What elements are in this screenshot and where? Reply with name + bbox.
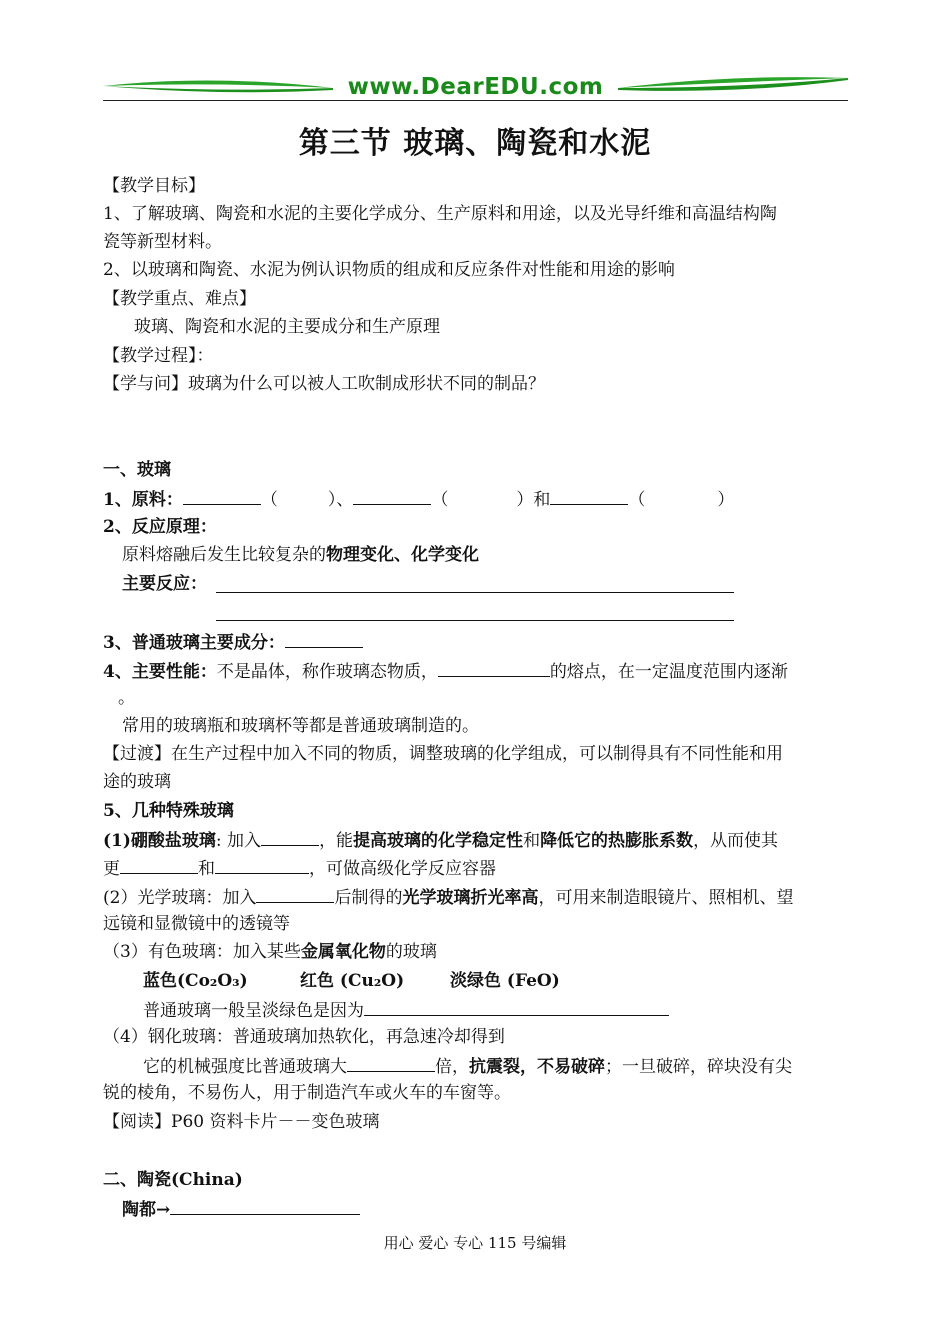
colored-t1: （3）有色玻璃：加入某些 xyxy=(103,942,301,962)
blank-raw-3[interactable] xyxy=(550,486,628,505)
main-reaction-label: 主要反应： xyxy=(122,574,207,594)
blank-borosilicate-2[interactable] xyxy=(120,855,198,874)
color-blue: 蓝色(Co₂O₃) xyxy=(143,971,248,991)
header-divider xyxy=(103,100,848,101)
paren-open-2: （ xyxy=(431,490,449,510)
borosilicate-line-b xyxy=(103,855,496,881)
keypoints-heading: 【教学重点、难点】 xyxy=(103,289,256,309)
reading-text: P60 资料卡片－－变色玻璃 xyxy=(171,1112,380,1132)
reading-label: 【阅读】 xyxy=(103,1112,171,1132)
question-text: 玻璃为什么可以被人工吹制成形状不同的制品？ xyxy=(188,374,545,394)
blank-optical[interactable] xyxy=(256,884,334,903)
borosilicate-t4: ，从而使其 xyxy=(693,831,779,851)
site-header xyxy=(103,70,848,104)
paren-close-1: ）、 xyxy=(327,490,354,510)
tempered-t3: 倍， xyxy=(435,1057,469,1077)
color-green: 淡绿色 (FeO) xyxy=(450,971,560,991)
blank-ceramics-capital[interactable] xyxy=(170,1196,360,1215)
optical-t3: ，可用来制造眼镜片、照相机、望 xyxy=(538,888,794,908)
paren-close-3: ） xyxy=(717,490,735,510)
process-heading: 【教学过程】： xyxy=(103,346,214,366)
common-text: 常用的玻璃瓶和玻璃杯等都是普通玻璃制造的。 xyxy=(122,716,479,736)
colored-b1: 金属氧化物 xyxy=(300,942,386,962)
objective-1a: 1、了解玻璃、陶瓷和水泥的主要化学成分、生产原料和用途，以及光导纤维和高温结构陶 xyxy=(103,204,777,224)
optical-t1: (2）光学玻璃：加入 xyxy=(103,888,257,908)
objectives-heading: 【教学目标】 xyxy=(103,176,205,196)
blank-borosilicate-1[interactable] xyxy=(261,827,319,846)
question-label: 【学与问】 xyxy=(103,374,188,394)
property-label: 4、主要性能： xyxy=(103,662,217,682)
page-title: 第三节 玻璃、陶瓷和水泥 xyxy=(298,126,652,161)
borosilicate-t6: 和 xyxy=(198,859,215,879)
blank-raw-2[interactable] xyxy=(353,486,431,505)
site-logo[interactable]: www.DearEDU.com xyxy=(347,74,604,100)
borosilicate-t5: 更 xyxy=(103,859,120,879)
principle-text xyxy=(122,543,479,567)
glass-heading: 一、玻璃 xyxy=(103,460,171,480)
property-line xyxy=(103,658,788,684)
property-text-c: 。 xyxy=(118,688,135,708)
reading-line xyxy=(103,1110,379,1134)
optical-line-b: 远镜和显微镜中的透镜等 xyxy=(103,914,290,934)
special-heading: 5、几种特殊玻璃 xyxy=(103,801,234,821)
composition-label: 3、普通玻璃主要成分： xyxy=(103,633,285,653)
objective-2: 2、以玻璃和陶瓷、水泥为例认识物质的组成和反应条件对性能和用途的影响 xyxy=(103,260,675,280)
transition-text-a: 在生产过程中加入不同的物质，调整玻璃的化学组成，可以制得具有不同性能和用 xyxy=(171,744,783,764)
tempered-line-a: （4）钢化玻璃：普通玻璃加热软化，再急速冷却得到 xyxy=(103,1027,505,1047)
composition-line xyxy=(103,629,363,655)
optical-line-a xyxy=(103,884,793,910)
principle-text-b: 物理变化、化学变化 xyxy=(326,545,479,565)
borosilicate-b2: 降低它的热膨胀系数 xyxy=(540,831,694,851)
tempered-t2: 它的机械强度比普通玻璃大 xyxy=(143,1057,347,1077)
ceramics-heading: 二、陶瓷(China) xyxy=(103,1170,243,1190)
paren-close-2: ）和 xyxy=(516,490,551,510)
transition-label: 【过渡】 xyxy=(103,744,171,764)
borosilicate-t1: : 加入 xyxy=(215,831,262,851)
raw-materials-line xyxy=(103,486,734,512)
principle-label: 2、反应原理： xyxy=(103,517,217,537)
color-red: 红色 (Cu₂O) xyxy=(300,971,405,991)
answer-line-2[interactable] xyxy=(216,620,734,621)
principle-text-a: 原料熔融后发生比较复杂的 xyxy=(122,545,326,565)
tempered-line-c: 锐的棱角，不易伤人，用于制造汽车或火车的车窗等。 xyxy=(103,1083,511,1103)
borosilicate-b1: 提高玻璃的化学稳定性 xyxy=(353,831,524,851)
colored-t2: 的玻璃 xyxy=(385,942,437,962)
question-line xyxy=(103,372,545,396)
borosilicate-t7: ，可做高级化学反应容器 xyxy=(309,859,496,879)
raw-materials-label: 1、原料： xyxy=(103,490,183,510)
ceramics-capital-line xyxy=(122,1196,360,1222)
optical-b1: 光学玻璃折光率高 xyxy=(402,888,539,908)
borosilicate-line-a xyxy=(103,827,778,853)
transition-line-a xyxy=(103,742,783,766)
tempered-b1: 抗震裂，不易破碎 xyxy=(469,1057,605,1077)
colored-line xyxy=(103,940,437,964)
blank-property[interactable] xyxy=(438,658,550,677)
paren-open-3: （ xyxy=(628,490,646,510)
transition-line-b: 途的玻璃 xyxy=(103,772,171,792)
property-text-b: 的熔点，在一定温度范围内逐渐 xyxy=(549,662,788,682)
ceramics-capital-label: 陶都→ xyxy=(122,1200,171,1220)
borosilicate-label: (1)硼酸盐玻璃 xyxy=(103,831,216,851)
paren-open-1: （ xyxy=(260,490,278,510)
answer-line-1[interactable] xyxy=(216,592,734,593)
keypoints-text: 玻璃、陶瓷和水泥的主要成分和生产原理 xyxy=(134,317,440,337)
colored-note: 普通玻璃一般呈淡绿色是因为 xyxy=(143,1001,364,1021)
borosilicate-t3: 和 xyxy=(523,831,541,851)
page-footer: 用心 爱心 专心 115 号编辑 xyxy=(383,1234,567,1252)
borosilicate-t2: ，能 xyxy=(319,831,354,851)
tempered-line-b xyxy=(143,1053,792,1079)
blank-borosilicate-3[interactable] xyxy=(215,855,309,874)
blank-raw-1[interactable] xyxy=(183,486,261,505)
objective-1b: 瓷等新型材料。 xyxy=(103,232,222,252)
optical-t2: 后制得的 xyxy=(334,888,403,908)
blank-tempered[interactable] xyxy=(347,1053,435,1072)
tempered-t4: ；一旦破碎，碎块没有尖 xyxy=(605,1057,792,1077)
colored-note-line xyxy=(143,997,669,1023)
blank-composition[interactable] xyxy=(285,629,363,648)
blank-colored-note[interactable] xyxy=(364,997,669,1016)
property-text-a: 不是晶体，称作玻璃态物质， xyxy=(216,662,438,682)
